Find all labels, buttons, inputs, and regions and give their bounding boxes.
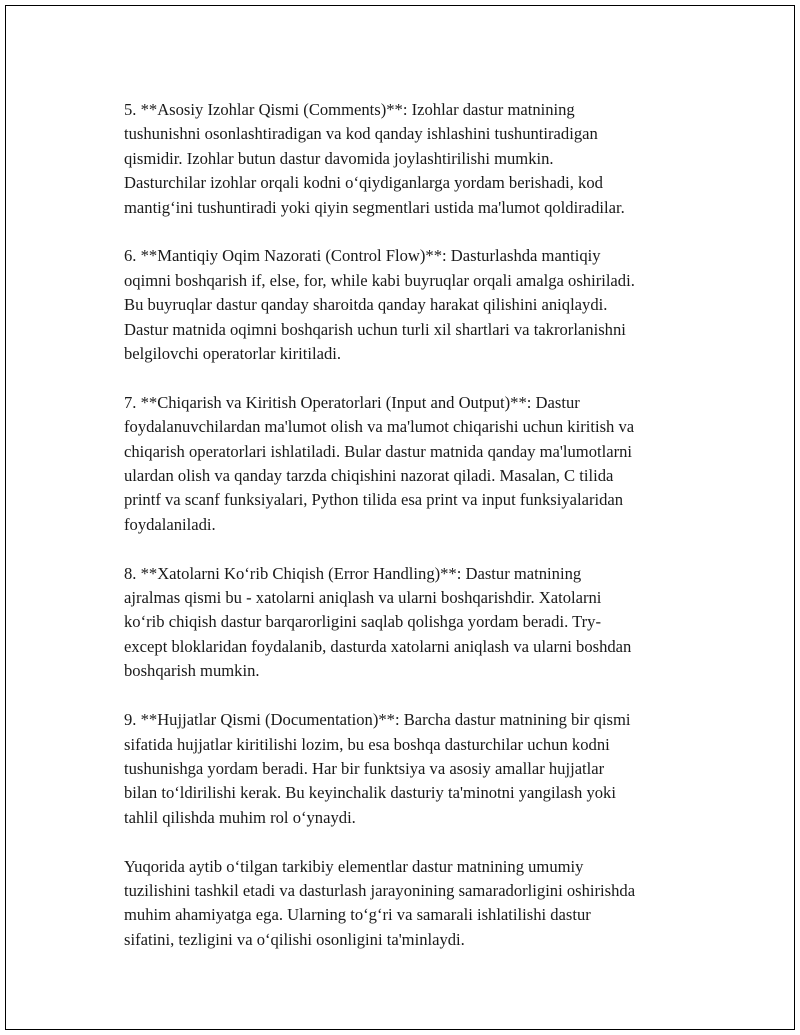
text-line: Dasturchilar izohlar orqali kodni oʻqiydiganlarga yordam berishadi, kod bbox=[124, 173, 603, 193]
text-line: mantigʻini tushuntiradi yoki qiyin segmentlari ustida ma'lumot qoldiradilar. bbox=[124, 197, 625, 217]
text-line: Bu buyruqlar dastur qanday sharoitda qanday harakat qilishini aniqlaydi. bbox=[124, 295, 608, 315]
page-frame bbox=[5, 5, 795, 1030]
text-line: chiqarish operatorlari ishlatiladi. Bular dastur matnida qanday ma'lumotlarni bbox=[124, 441, 633, 461]
paragraph-section-8-error-handling bbox=[124, 562, 696, 684]
paragraph-conclusion bbox=[124, 855, 696, 953]
text-line: tushunishni osonlashtiradigan va kod qanday ishlashini tushuntiradigan bbox=[124, 124, 598, 144]
text-line: ulardan olish va qanday tarzda chiqishini nazorat qiladi. Masalan, C tilida bbox=[124, 466, 614, 486]
paragraph-section-6-control-flow bbox=[124, 244, 696, 366]
text-line: tahlil qilishda muhim rol oʻynaydi. bbox=[124, 807, 356, 827]
text-line: muhim ahamiyatga ega. Ularning toʻgʻri va samarali ishlatilishi dastur bbox=[124, 905, 591, 925]
text-line: 5. **Asosiy Izohlar Qismi (Comments)**: Izohlar dastur matnining bbox=[124, 100, 575, 119]
text-line: belgilovchi operatorlar kiritiladi. bbox=[124, 344, 342, 364]
paragraph-section-9-documentation bbox=[124, 708, 696, 830]
document-body bbox=[124, 98, 696, 977]
text-line: tuzilishini tashkil etadi va dasturlash jarayonining samaradorligini oshirishda bbox=[124, 880, 636, 900]
text-line: ajralmas qismi bu - xatolarni aniqlash va ularni boshqarishdir. Xatolarni bbox=[124, 588, 602, 608]
text-line: tushunishga yordam beradi. Har bir funktsiya va asosiy amallar hujjatlar bbox=[124, 758, 605, 778]
text-line: oqimni boshqarish if, else, for, while kabi buyruqlar orqali amalga oshiriladi. bbox=[124, 270, 635, 290]
text-line: Dastur matnida oqimni boshqarish uchun turli xil shartlari va takrorlanishni bbox=[124, 319, 626, 339]
paragraph-section-5-comments bbox=[124, 98, 696, 220]
text-line: printf va scanf funksiyalari, Python tilida esa print va input funksiyalaridan bbox=[124, 490, 624, 510]
text-line: sifatini, tezligini va oʻqilishi osonligini ta'minlaydi. bbox=[124, 929, 465, 949]
text-line: 8. **Xatolarni Koʻrib Chiqish (Error Handling)**: Dastur matnining bbox=[124, 563, 582, 583]
text-line: except bloklaridan foydalanib, dasturda xatolarni aniqlash va ularni boshdan bbox=[124, 636, 632, 656]
text-line: foydalanuvchilardan ma'lumot olish va ma'lumot chiqarishi uchun kiritish va bbox=[124, 417, 635, 437]
text-line: 6. **Mantiqiy Oqim Nazorati (Control Flow)**: Dasturlashda mantiqiy bbox=[124, 246, 601, 266]
text-line: Yuqorida aytib oʻtilgan tarkibiy elementlar dastur matnining umumiy bbox=[124, 856, 584, 876]
text-line: qismidir. Izohlar butun dastur davomida joylashtirilishi mumkin. bbox=[124, 148, 554, 168]
paragraph-section-7-input-output bbox=[124, 391, 696, 537]
text-line: koʻrib chiqish dastur barqarorligini saqlab qolishga yordam beradi. Try- bbox=[124, 612, 601, 632]
text-line: bilan toʻldirilishi kerak. Bu keyinchalik dasturiy ta'minotni yangilash yoki bbox=[124, 783, 616, 803]
text-line: 7. **Chiqarish va Kiritish Operatorlari (Input and Output)**: Dastur bbox=[124, 392, 580, 412]
text-line: sifatida hujjatlar kiritilishi lozim, bu esa boshqa dasturchilar uchun kodni bbox=[124, 734, 610, 754]
text-line: 9. **Hujjatlar Qismi (Documentation)**: Barcha dastur matnining bir qismi bbox=[124, 710, 631, 730]
text-line: boshqarish mumkin. bbox=[124, 661, 260, 681]
text-line: foydalaniladi. bbox=[124, 514, 216, 534]
